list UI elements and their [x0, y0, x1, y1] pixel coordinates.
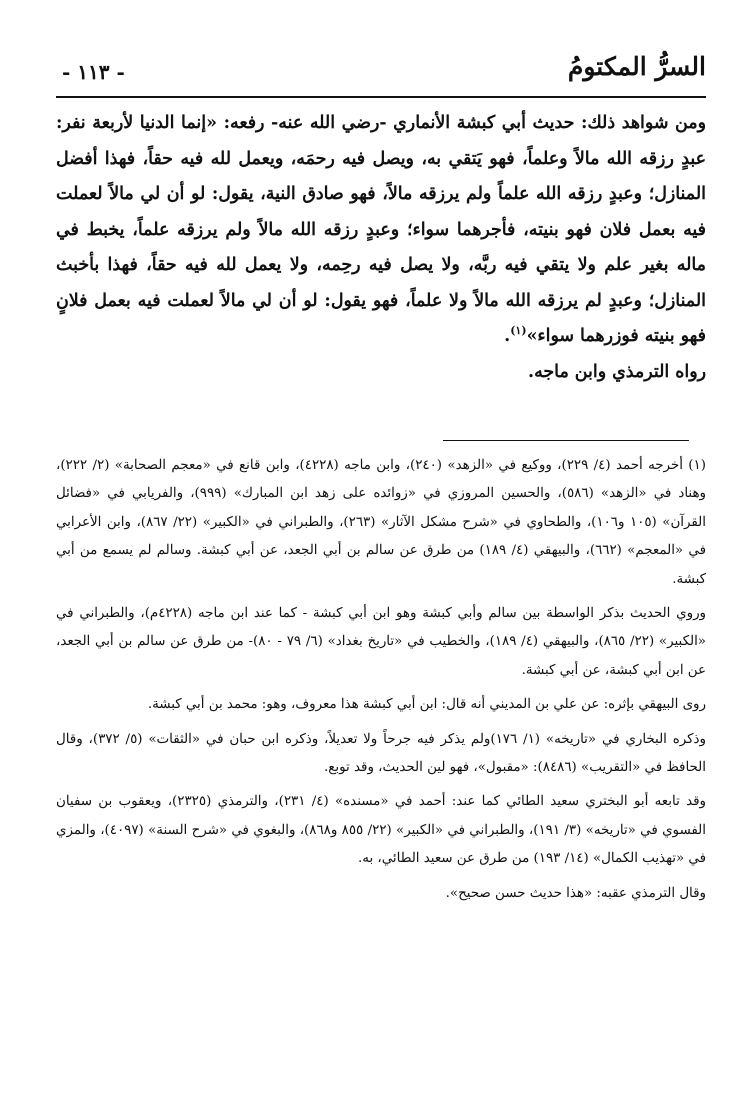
footnote-paragraph: روى البيهقي بإثره: عن علي بن المديني أنه قال: ابن أبي كبشة هذا معروف، وهو: محمد بن أبي كبشة. [147, 697, 706, 713]
footnote-paragraph: وذكره البخاري في «تاريخه» (١/ ١٧٦)ولم يذكر فيه جرحاً ولا تعديلاً، وذكره ابن حبان في «الثقات» (٥/ ٣٧٢)، وقال الحافظ في «التقريب» (٨٤٨٦): «مقبول»، فهو لين الحديث، وقد توبع. [56, 731, 706, 776]
footnote-paragraph: وروي الحديث بذكر الواسطة بين سالم وأبي كبشة وهو ابن أبي كبشة - كما عند ابن ماجه (٤٢٢٨م)، والطبراني في «الكبير» (٢٢/ ٨٦٥)، والبيهقي (٤/ ١٨٩)، والخطيب في «تاريخ بغداد» (٦/ ٧٩ - ٨٠)- من طرق عن سالم بن أبي الجعد، عن ابن أبي كبشة، عن أبي كبشة. [56, 606, 706, 678]
page-header [56, 50, 706, 94]
footnote-paragraph: (١) أخرجه أحمد (٤/ ٢٢٩)، ووكيع في «الزهد» (٢٤٠)، وابن ماجه (٤٢٢٨)، وابن قانع في «معجم الصحابة» (٢/ ٢٢٢)، وهناد في «الزهد» (٥٨٦)، والحسين المروزي في «زوائده على زهد ابن المبارك» (٩٩٩)، والفريابي في «فضائل القرآن» (١٠٥ و١٠٦)، والطحاوي في «شرح مشكل الآثار» (٢٦٣)، والطبراني في «الكبير» (٢٢/ ٨٦٧)، وابن الأعرابي في «المعجم» (٦٦٢)، والبيهقي (٤/ ١٨٩) من طرق عن سالم بن أبي الجعد، عن أبي كبشة. وسالم لم يسمع من أبي كبشة. [56, 458, 706, 587]
footnote-paragraph: وقد تابعه أبو البختري سعيد الطائي كما عند: أحمد في «مسنده» (٤/ ٢٣١)، والترمذي (٢٣٢٥)، ويعقوب بن سفيان الفسوي في «تاريخه» (٣/ ١٩١)، والطبراني في «الكبير» (٢٢/ ٨٥٥ و٨٦٨)، والبغوي في «شرح السنة» (٤٠٩٧)، والمزي في «تهذيب الكمال» (١٤/ ١٩٣) من طرق عن سعيد الطائي، به. [56, 794, 706, 867]
footnote-separator [443, 440, 689, 441]
hadith-text: ومن شواهد ذلك: حديث أبي كبشة الأنماري -رضي الله عنه- رفعه: «إنما الدنيا لأربعة نفر: عبدٍ رزقه الله مالاً وعلماً، فهو يَتقي به، ويصل فيه رحمَه، ويعمل لله فيه حقاً، فهذا أفضل المنازل؛ وعبدٍ رزقه الله علماً ولم يرزقه مالاً، فهو صادق النية، يقول: لو أن لي مالاً لعملت فيه بعمل فلان فهو بنيته، فأجرهما سواء؛ وعبدٍ رزقه الله مالاً ولم يرزقه علماً، يخبط في ماله بغير علم ولا يتقي فيه ربَّه، ولا يصل فيه رحِمه، ولا يعمل لله فيه حقاً، فهذا بأخبث المنازل؛ وعبدٍ لم يرزقه الله مالاً ولا علماً، فهو يقول: لو أن لي مالاً لعملت فيه بعمل فلانٍ فهو بنيته فوزرهما سواء» [56, 113, 706, 346]
running-title: السرُّ المكتومُ [567, 52, 706, 81]
body-paragraph [56, 106, 706, 355]
footnotes [56, 452, 706, 914]
footnote-marker[interactable]: (١) [510, 324, 527, 338]
header-rule [56, 96, 706, 98]
body-paragraph-source: رواه الترمذي وابن ماجه. [528, 361, 706, 382]
footnote-paragraph: وقال الترمذي عقبه: «هذا حديث حسن صحيح». [445, 885, 706, 901]
page-number: - ١١٣ - [62, 60, 125, 84]
main-text [56, 106, 706, 390]
paragraph-end: . [504, 326, 511, 346]
